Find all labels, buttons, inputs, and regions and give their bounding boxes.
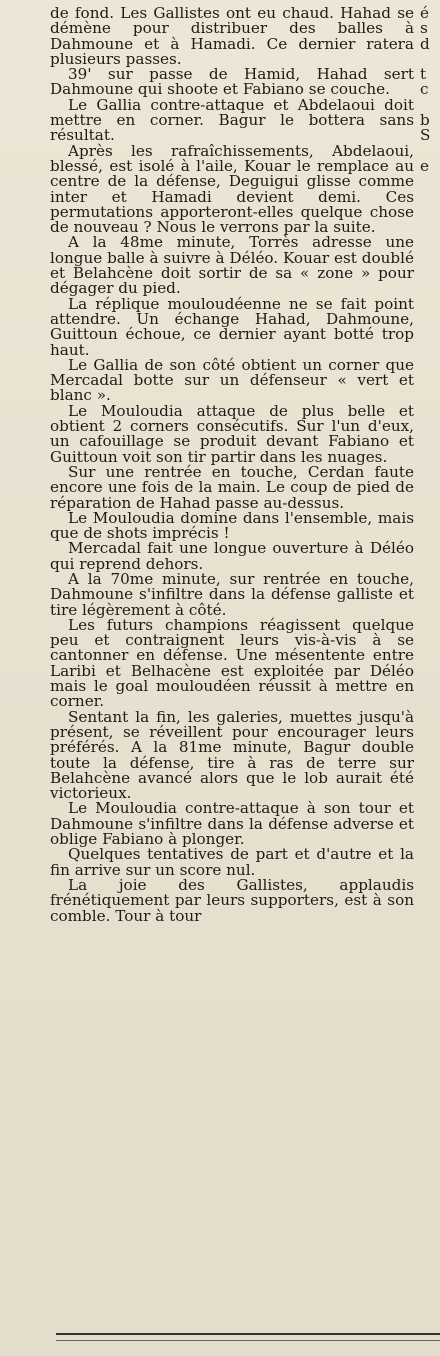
paragraph-15: Le Mouloudia contre-attaque à son tour et Dahmoune s'infiltre dans la défense adverse et oblige Fabiano à plonger. <box>50 799 414 849</box>
paragraph-4: Après les rafraîchissements, Abdelaoui, blessé, est isolé à l'aile, Kouar le remplace au centre de la défense, Deguigui glisse comme inter et Hamadi devient demi. Ces permutations apporteront-elles quelque chose de nouveau ? Nous le verrons par la suite. <box>50 141 414 237</box>
article-column <box>50 6 414 924</box>
paragraph-11: Mercadal fait une longue ouverture à Déléo qui reprend dehors. <box>50 539 414 573</box>
edge-fragment: e <box>420 156 429 175</box>
paragraph-1: de fond. Les Gallistes ont eu chaud. Hahad se démène pour distribuer des balles à Dahmoune et à Hamadi. Ce dernier ratera plusieurs passes. <box>50 4 414 68</box>
paragraph-10: Le Mouloudia domine dans l'ensemble, mais que de shots imprécis ! <box>50 508 414 543</box>
edge-fragment: S <box>420 126 431 145</box>
paragraph-9: Sur une rentrée en touche, Cerdan faute encore une fois de la main. Le coup de pied de réparation de Hahad passe au-dessus. <box>50 462 414 512</box>
paragraph-7: Le Gallia de son côté obtient un corner que Mercadal botte sur un défenseur « vert et blanc ». <box>50 355 414 405</box>
paragraph-17: La joie des Gallistes, applaudis frénétiquement par leurs supporters, est à son comble. Tour à tour <box>50 875 414 925</box>
edge-fragment: d <box>420 34 430 53</box>
paragraph-14: Sentant la fin, les galeries, muettes jusqu'à présent, se réveillent pour encourager leurs préférés. A la 81me minute, Bagur double toute la défense, tire à ras de terre sur Belahcène avancé alors que le lob aurait été victorieux. <box>50 707 414 803</box>
paragraph-2: 39' sur passe de Hamid, Hahad sert Dahmoune qui shoote et Fabiano se couche. <box>50 65 414 99</box>
paragraph-3: Le Gallia contre-attaque et Abdelaoui doit mettre en corner. Bagur le bottera sans résultat. <box>50 95 414 145</box>
paragraph-16: Quelques tentatives de part et d'autre et la fin arrive sur un score nul. <box>50 845 414 879</box>
adjacent-column-edge <box>420 6 440 174</box>
edge-fragment: t <box>420 65 427 84</box>
edge-fragment: s <box>420 19 428 38</box>
paragraph-6: La réplique mouloudéenne ne se fait point attendre. Un échange Hahad, Dahmoune, Guittoun échoue, ce dernier ayant botté trop haut. <box>50 294 414 359</box>
paragraph-13: Les futurs champions réagissent quelque peu et contraignent leurs vis-à-vis à se cantonner en défense. Une mésentente entre Laribi et Belhacène est exploitée par Déléo mais le goal mouloudéen réussit à mettre en corner. <box>50 615 414 711</box>
edge-fragment: é <box>420 4 429 22</box>
paragraph-8: Le Mouloudia attaque de plus belle et obtient 2 corners consécutifs. Sur l'un d'eux, un cafouillage se produit devant Fabiano et Guittoun voit son tir partir dans les nuages. <box>50 401 414 466</box>
edge-fragment: b <box>420 111 430 130</box>
column-end-rule-secondary <box>56 1340 440 1341</box>
edge-fragment: c <box>420 80 429 99</box>
column-end-rule <box>56 1333 440 1335</box>
paragraph-12: A la 70me minute, sur rentrée en touche, Dahmoune s'infiltre dans la défense galliste et tire légèrement à côté. <box>50 569 414 619</box>
paragraph-5: A la 48me minute, Torrès adresse une longue balle à suivre à Déléo. Kouar est doublé et Belahcène doit sortir de sa « zone » pour dégager du pied. <box>50 233 414 298</box>
